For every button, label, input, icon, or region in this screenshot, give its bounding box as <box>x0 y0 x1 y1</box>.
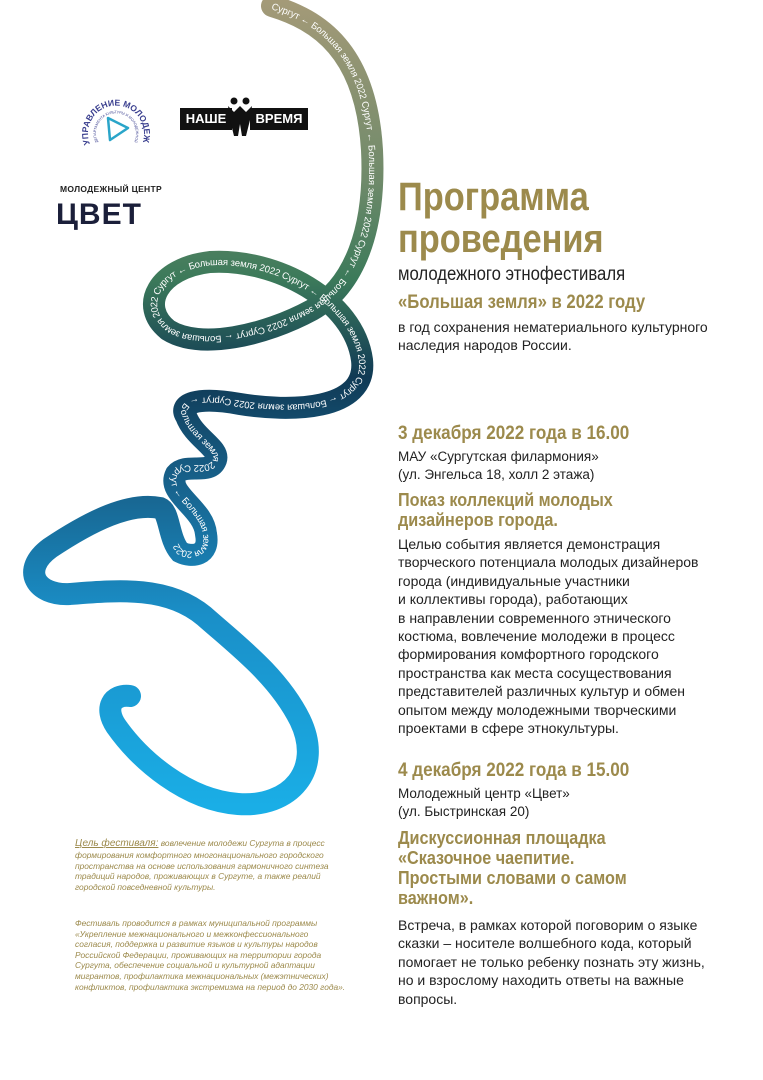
goal-line: формирования комфортного многонационального городского <box>75 849 324 860</box>
event-title-line: дизайнеров города. <box>398 510 558 530</box>
festival-year-note <box>398 318 728 354</box>
event2-description <box>398 916 705 1008</box>
ribbon-text: Сургут ← Большая земля 2022 Сургут ← Большая земля 2022 Сургут ← Большая земля 2022 Сургут ← Большая земля 2022 Сургут ← Большая земля 2022 Сургут ← Большая земля 2022 Сургут ← Большая земля 2022 Сургут ← Большая земля 2022 Сургут ← Большая земля 2022 <box>149 1 378 560</box>
upravlenie-text: УПРАВЛЕНИЕ МОЛОДЕЖ <box>79 97 153 147</box>
event1-venue <box>398 448 599 484</box>
description-line: в направлении современного этнического <box>398 609 671 626</box>
description-line: и коллективы города), работающих <box>398 591 628 608</box>
program-line: «Укрепление межнационального и межконфессионального <box>75 928 309 939</box>
goal-label: Цель фестиваля: <box>75 838 159 849</box>
program-line: конфликтов, профилактика экстремизма на период до 2030 года». <box>75 981 346 992</box>
nashe-label: НАШЕ <box>180 108 232 130</box>
nashe-vremya-logo <box>180 96 308 140</box>
upravlenie-logo <box>72 82 160 170</box>
program-line: Сургута, обеспечение социальной и культурной адаптации <box>75 960 315 971</box>
venue-line: (ул. Быстринская 20) <box>398 804 530 819</box>
venue-line: Молодежный центр «Цвет» <box>398 786 570 801</box>
description-line: города (индивидуальные участники <box>398 572 630 589</box>
description-line: но и взрослому находить ответы на важные <box>398 972 684 989</box>
description-line: формирования комфортного городского <box>398 646 659 663</box>
program-line: Фестиваль проводится в рамках муниципальной программы <box>75 918 318 928</box>
venue-line: МАУ «Сургутская филармония» <box>398 449 599 464</box>
title-line: Программа <box>398 175 589 219</box>
program-note <box>75 918 365 992</box>
year-note-line: наследия народов России. <box>398 337 572 353</box>
event-title-line: важном». <box>398 888 474 908</box>
program-line: мигрантов, профилактика межнациональных (межэтнических) <box>75 970 329 981</box>
description-line: сказки – носителе волшебного кода, который <box>398 935 692 952</box>
goal-line: традиций народов, проживающих в Сургуте, а также реалий <box>75 871 321 882</box>
venue-line: (ул. Энгельса 18, холл 2 этажа) <box>398 467 595 482</box>
description-line: Встреча, в рамках которой поговорим о языке <box>398 917 698 933</box>
goal-line: вовлечение молодежи Сургута в процесс <box>158 838 325 848</box>
description-line: помогает не только ребенку познать эту жизнь, <box>398 953 705 970</box>
event2-title <box>398 828 627 908</box>
event1-date: 3 декабря 2022 года в 16.00 <box>398 423 630 444</box>
vremya-label: ВРЕМЯ <box>250 108 308 130</box>
event-title-line: Показ коллекций молодых <box>398 490 613 510</box>
event2-date: 4 декабря 2022 года в 15.00 <box>398 760 630 781</box>
event-title-line: «Сказочное чаепитие. <box>398 848 575 868</box>
event2-venue <box>398 785 570 821</box>
description-line: творческого потенциала молодых дизайнеров <box>398 554 699 571</box>
title-line: проведения <box>398 217 604 261</box>
cvet-center-label: МОЛОДЕЖНЫЙ ЦЕНТР <box>60 184 162 194</box>
program-line: согласия, поддержка и развитие языков и культуры народов <box>75 939 318 950</box>
description-line: опытом между молодежными творческими <box>398 701 677 718</box>
description-line: вопросы. <box>398 990 458 1007</box>
upravlenie-subtext: ДЕПАРТАМЕНТА КУЛЬТУРЫ И МОЛОДЕЖНОЙ <box>92 110 140 144</box>
cvet-logo <box>56 198 142 232</box>
festival-name: «Большая земля» в 2022 году <box>398 292 646 313</box>
event1-title <box>398 490 613 530</box>
event1-description <box>398 535 698 737</box>
description-line: представителей различных культур и обмен <box>398 683 685 700</box>
festival-goal <box>75 838 365 893</box>
event-title-line: Дискуссионная площадка <box>398 828 606 848</box>
description-line: пространства как места сосуществования <box>398 664 672 681</box>
cvet-logo-text: ЦВЕТ <box>56 198 142 231</box>
goal-line: городской повседневной культуры. <box>75 882 216 893</box>
year-note-line: в год сохранения нематериального культурного <box>398 319 708 335</box>
page-subtitle: молодежного этнофестиваля <box>398 264 626 285</box>
event-title-line: Простыми словами о самом <box>398 868 627 888</box>
description-line: Целью события является демонстрация <box>398 536 661 552</box>
triangle-icon <box>108 118 128 140</box>
page-title <box>398 176 604 260</box>
description-line: костюма, вовлечение молодежи в процесс <box>398 628 675 645</box>
goal-line: пространства на основе использования гармоничного синтеза <box>75 860 329 871</box>
program-line: Российской Федерации, проживающих на территории города <box>75 949 322 960</box>
description-line: проектами в сфере этнокультуры. <box>398 720 619 737</box>
